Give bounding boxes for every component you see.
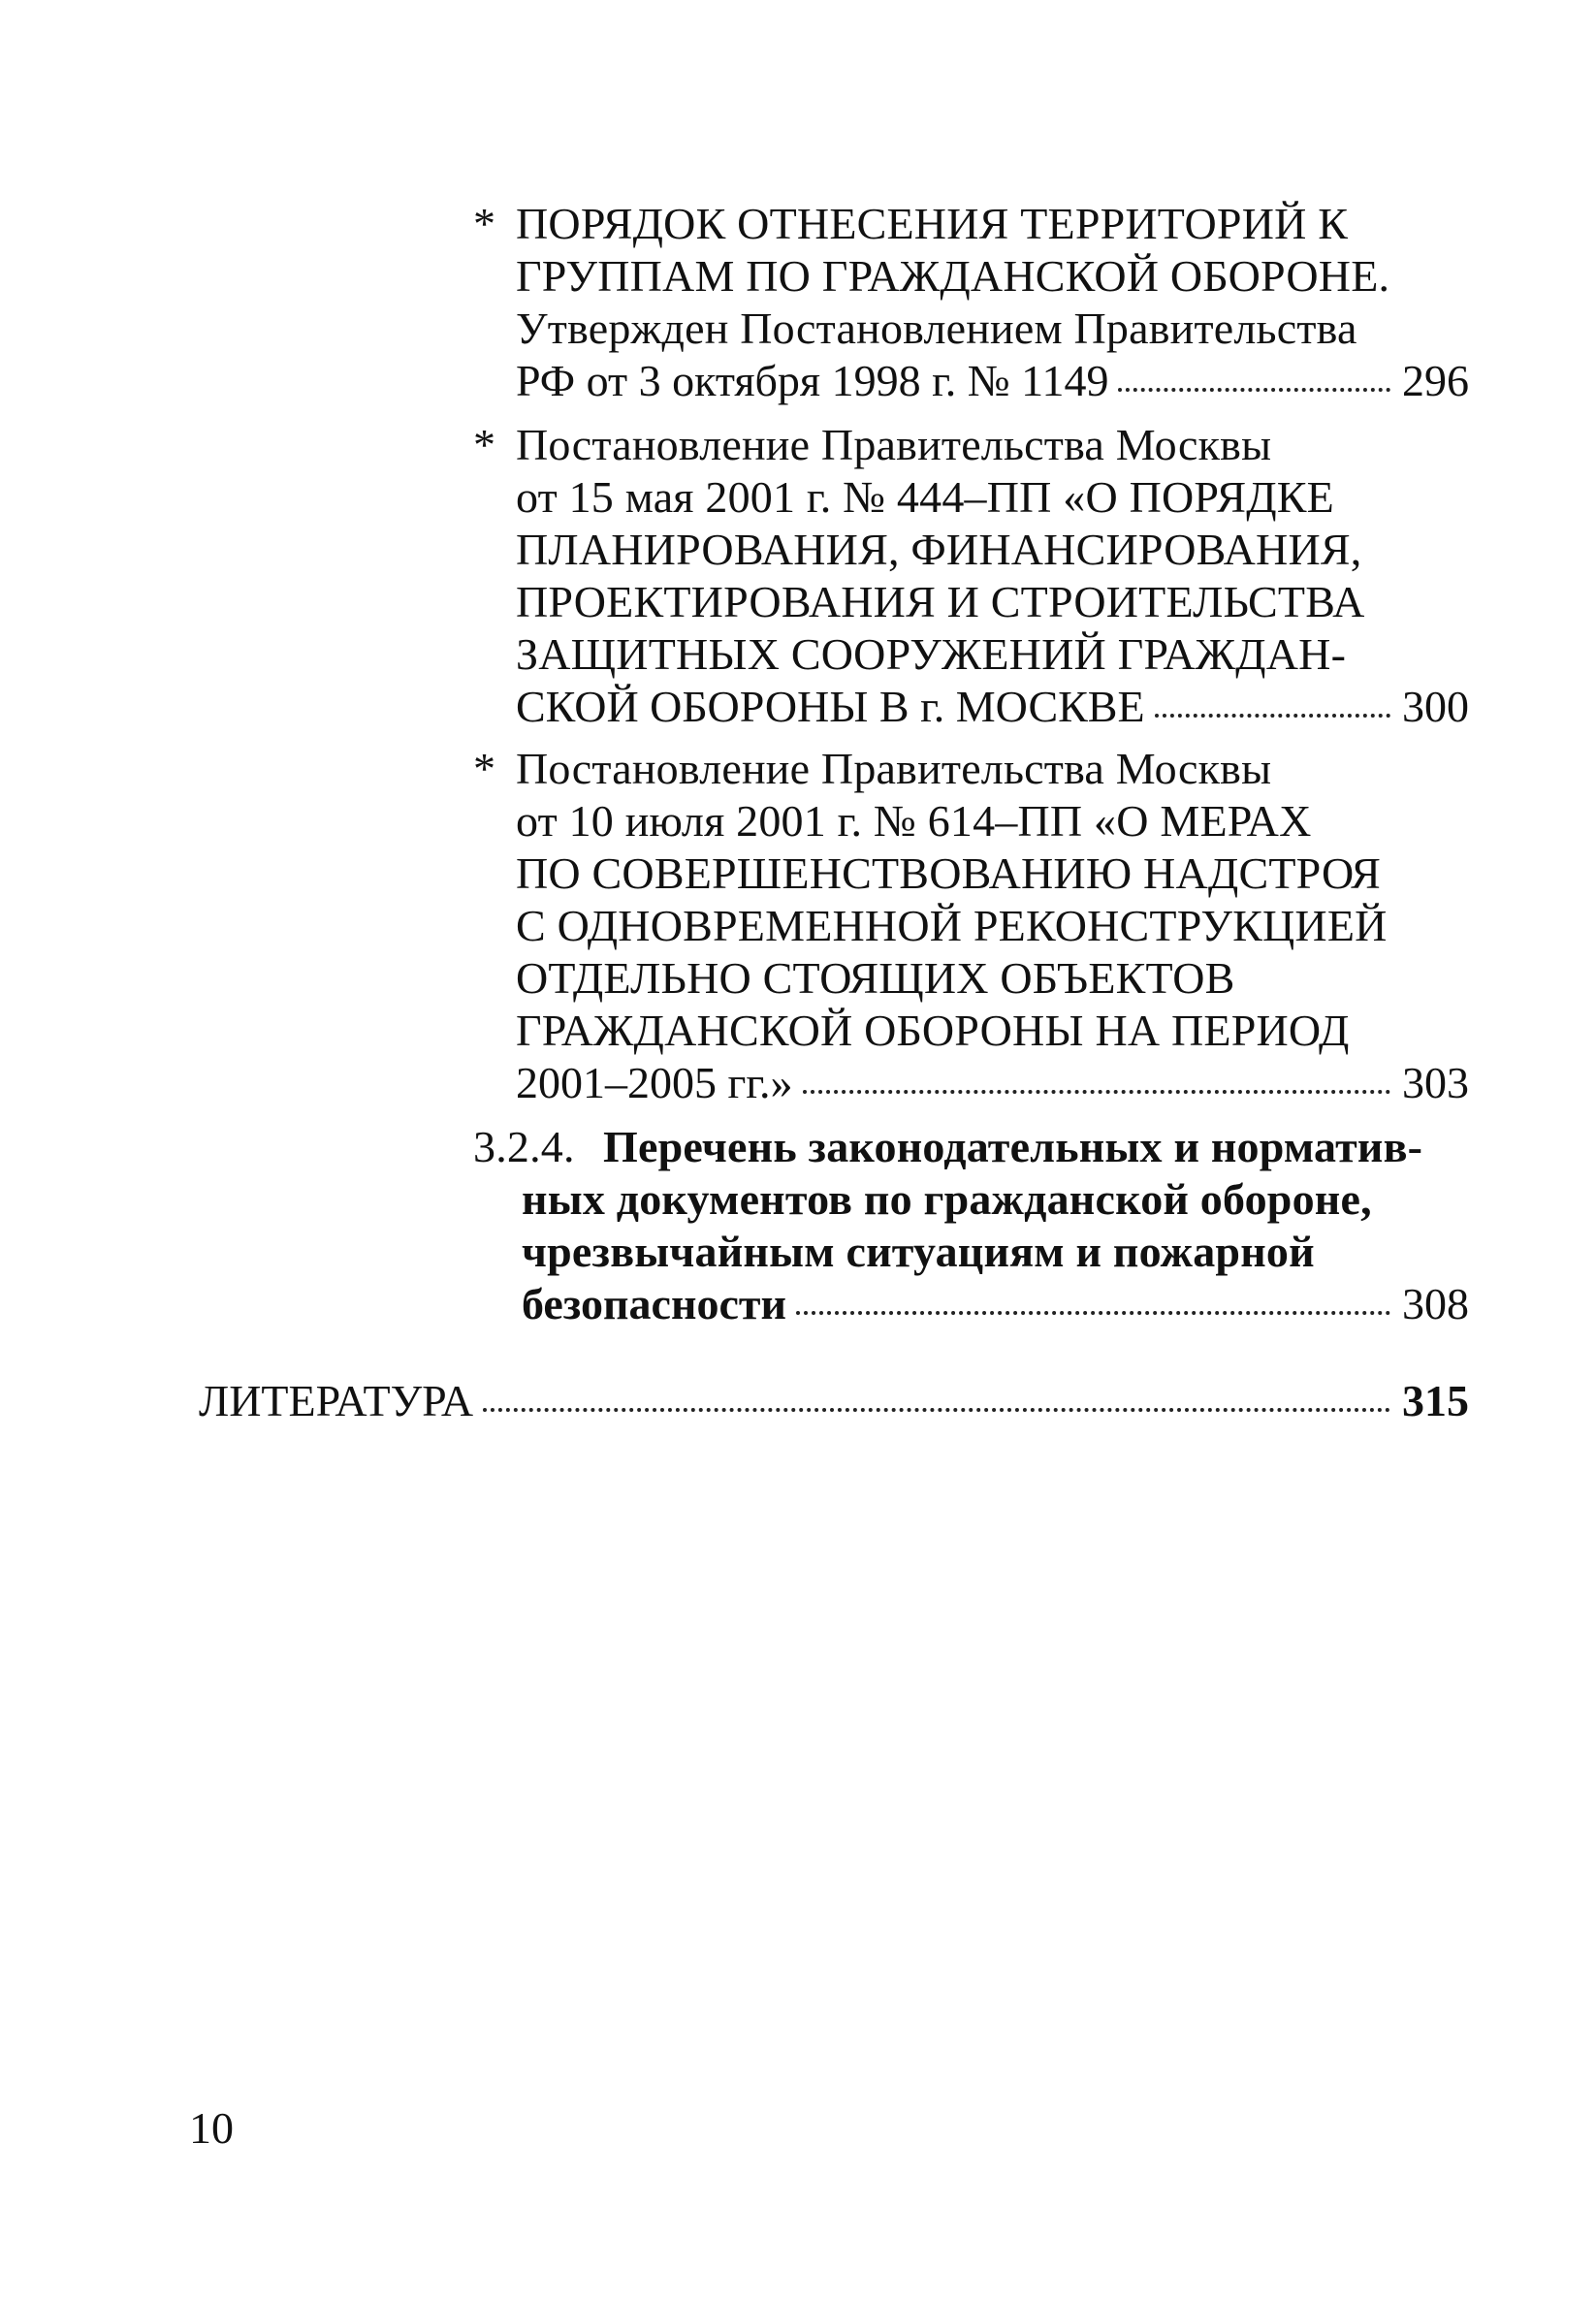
entry-last-line [516,355,1469,407]
entry-line: ЗАЩИТНЫХ СООРУЖЕНИЙ ГРАЖДАН- [516,629,1347,679]
section-number: 3.2.4. [473,1122,575,1171]
toc-entry-literature [199,1375,1469,1427]
entry-line: Утвержден Постановлением Правительства [516,304,1357,353]
entry-bullet: * [473,420,495,469]
page-number: 10 [189,2103,234,2153]
page-ref: 303 [1402,1058,1469,1107]
entry-line: ПОРЯДОК ОТНЕСЕНИЯ ТЕРРИТОРИЙ К [516,199,1349,248]
entry-line: Перечень законодательных и норматив- [603,1122,1423,1171]
entry-last-line [516,681,1469,733]
entry-line: ГРАЖДАНСКОЙ ОБОРОНЫ НА ПЕРИОД [516,1006,1350,1055]
page-ref: 300 [1402,682,1469,731]
entry-bullet: * [473,199,495,248]
dot-leader [1118,388,1390,392]
entry-line: чрезвычайным ситуациям и пожарной [522,1227,1315,1276]
entry-last-line [522,1278,1469,1330]
literature-label: ЛИТЕРАТУРА [199,1376,474,1425]
entry-line: ПРОЕКТИРОВАНИЯ И СТРОИТЕЛЬСТВА [516,577,1365,626]
entry-line: С ОДНОВРЕМЕННОЙ РЕКОНСТРУКЦИЕЙ [516,901,1388,950]
dot-leader [483,1408,1390,1412]
page-ref: 308 [1402,1279,1469,1328]
entry-line: ПЛАНИРОВАНИЯ, ФИНАНСИРОВАНИЯ, [516,525,1362,574]
entry-line: от 15 мая 2001 г. № 444–ПП «О ПОРЯДКЕ [516,472,1334,522]
entry-line: ОТДЕЛЬНО СТОЯЩИХ ОБЪЕКТОВ [516,953,1235,1003]
entry-line: РФ от 3 октября 1998 г. № 1149 [516,356,1109,405]
entry-line: ГРУППАМ ПО ГРАЖДАНСКОЙ ОБОРОНЕ. [516,251,1390,301]
entry-line: ПО СОВЕРШЕНСТВОВАНИЮ НАДСТРОЯ [516,848,1381,898]
entry-line: ных документов по гражданской обороне, [522,1174,1372,1224]
entry-bullet: * [473,744,495,793]
entry-line: от 10 июля 2001 г. № 614–ПП «О МЕРАХ [516,796,1312,846]
entry-line: Постановление Правительства Москвы [516,744,1272,793]
page-ref: 296 [1402,356,1469,405]
entry-line: безопасности [522,1279,786,1328]
dot-leader [1155,714,1390,718]
page-ref: 315 [1402,1376,1469,1425]
dot-leader [796,1311,1390,1315]
entry-last-line [516,1057,1469,1109]
entry-line: 2001–2005 гг.» [516,1058,793,1107]
entry-line: Постановление Правительства Москвы [516,420,1272,469]
dot-leader [803,1090,1390,1094]
entry-line: СКОЙ ОБОРОНЫ В г. МОСКВЕ [516,682,1145,731]
